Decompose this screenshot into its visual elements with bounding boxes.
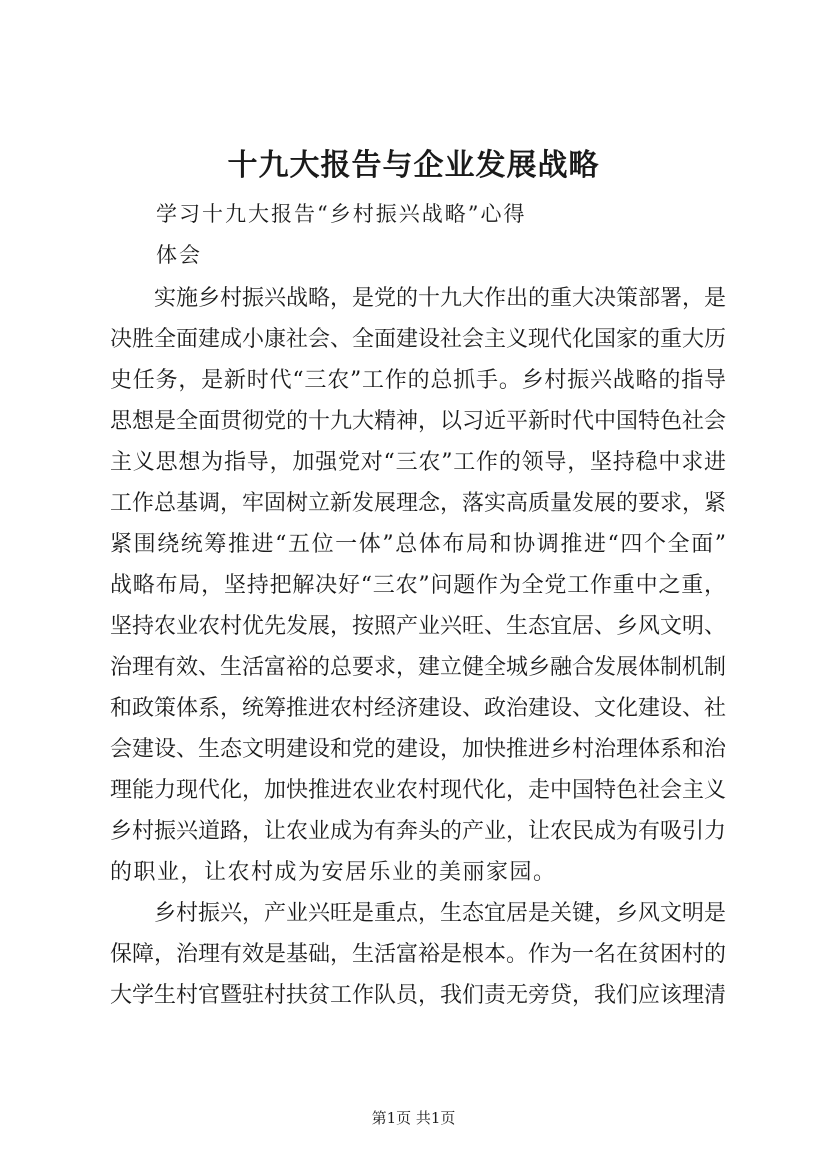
body-line: 大学生村官暨驻村扶贫工作队员，我们责无旁贷，我们应该理清 [110,983,726,1008]
body-line: 理能力现代化，加快推进农业农村现代化，走中国特色社会主义 [110,778,726,803]
body-line: 治理有效、生活富裕的总要求，建立健全城乡融合发展体制机制 [110,655,726,680]
body-line: 主义思想为指导，加强党对“三农”工作的领导，坚持稳中求进 [110,450,726,475]
body-line: 史任务，是新时代“三农”工作的总抓手。乡村振兴战略的指导 [110,368,726,393]
body-line: 战略布局，坚持把解决好“三农”问题作为全党工作重中之重， [110,573,726,598]
body-line: 保障，治理有效是基础，生活富裕是根本。作为一名在贫困村的 [110,942,726,967]
document-subtitle-line-1: 学习十九大报告“乡村振兴战略”心得 [156,202,527,226]
body-line: 思想是全面贯彻党的十九大精神，以习近平新时代中国特色社会 [110,409,726,434]
body-line: 会建设、生态文明建设和党的建设，加快推进乡村治理体系和治 [110,737,726,762]
page-footer: 第1页 共1页 [371,1109,456,1127]
body-line: 和政策体系，统筹推进农村经济建设、政治建设、文化建设、社 [110,696,726,721]
body-line: 实施乡村振兴战略，是党的十九大作出的重大决策部署，是 [154,286,726,311]
body-line: 乡村振兴道路，让农业成为有奔头的产业，让农民成为有吸引力 [110,819,726,844]
body-line: 的职业，让农村成为安居乐业的美丽家园。 [110,860,557,885]
body-line: 决胜全面建成小康社会、全面建设社会主义现代化国家的重大历 [110,327,726,352]
document-body [110,278,726,1016]
body-line: 紧围绕统筹推进“五位一体”总体布局和协调推进“四个全面” [110,532,726,557]
body-line: 坚持农业农村优先发展，按照产业兴旺、生态宜居、乡风文明、 [110,614,726,639]
document-subtitle-line-2: 体会 [156,243,202,267]
body-line: 工作总基调，牢固树立新发展理念，落实高质量发展的要求，紧 [110,491,726,516]
body-line: 乡村振兴，产业兴旺是重点，生态宜居是关键，乡风文明是 [154,901,726,926]
document-title: 十九大报告与企业发展战略 [227,148,600,183]
